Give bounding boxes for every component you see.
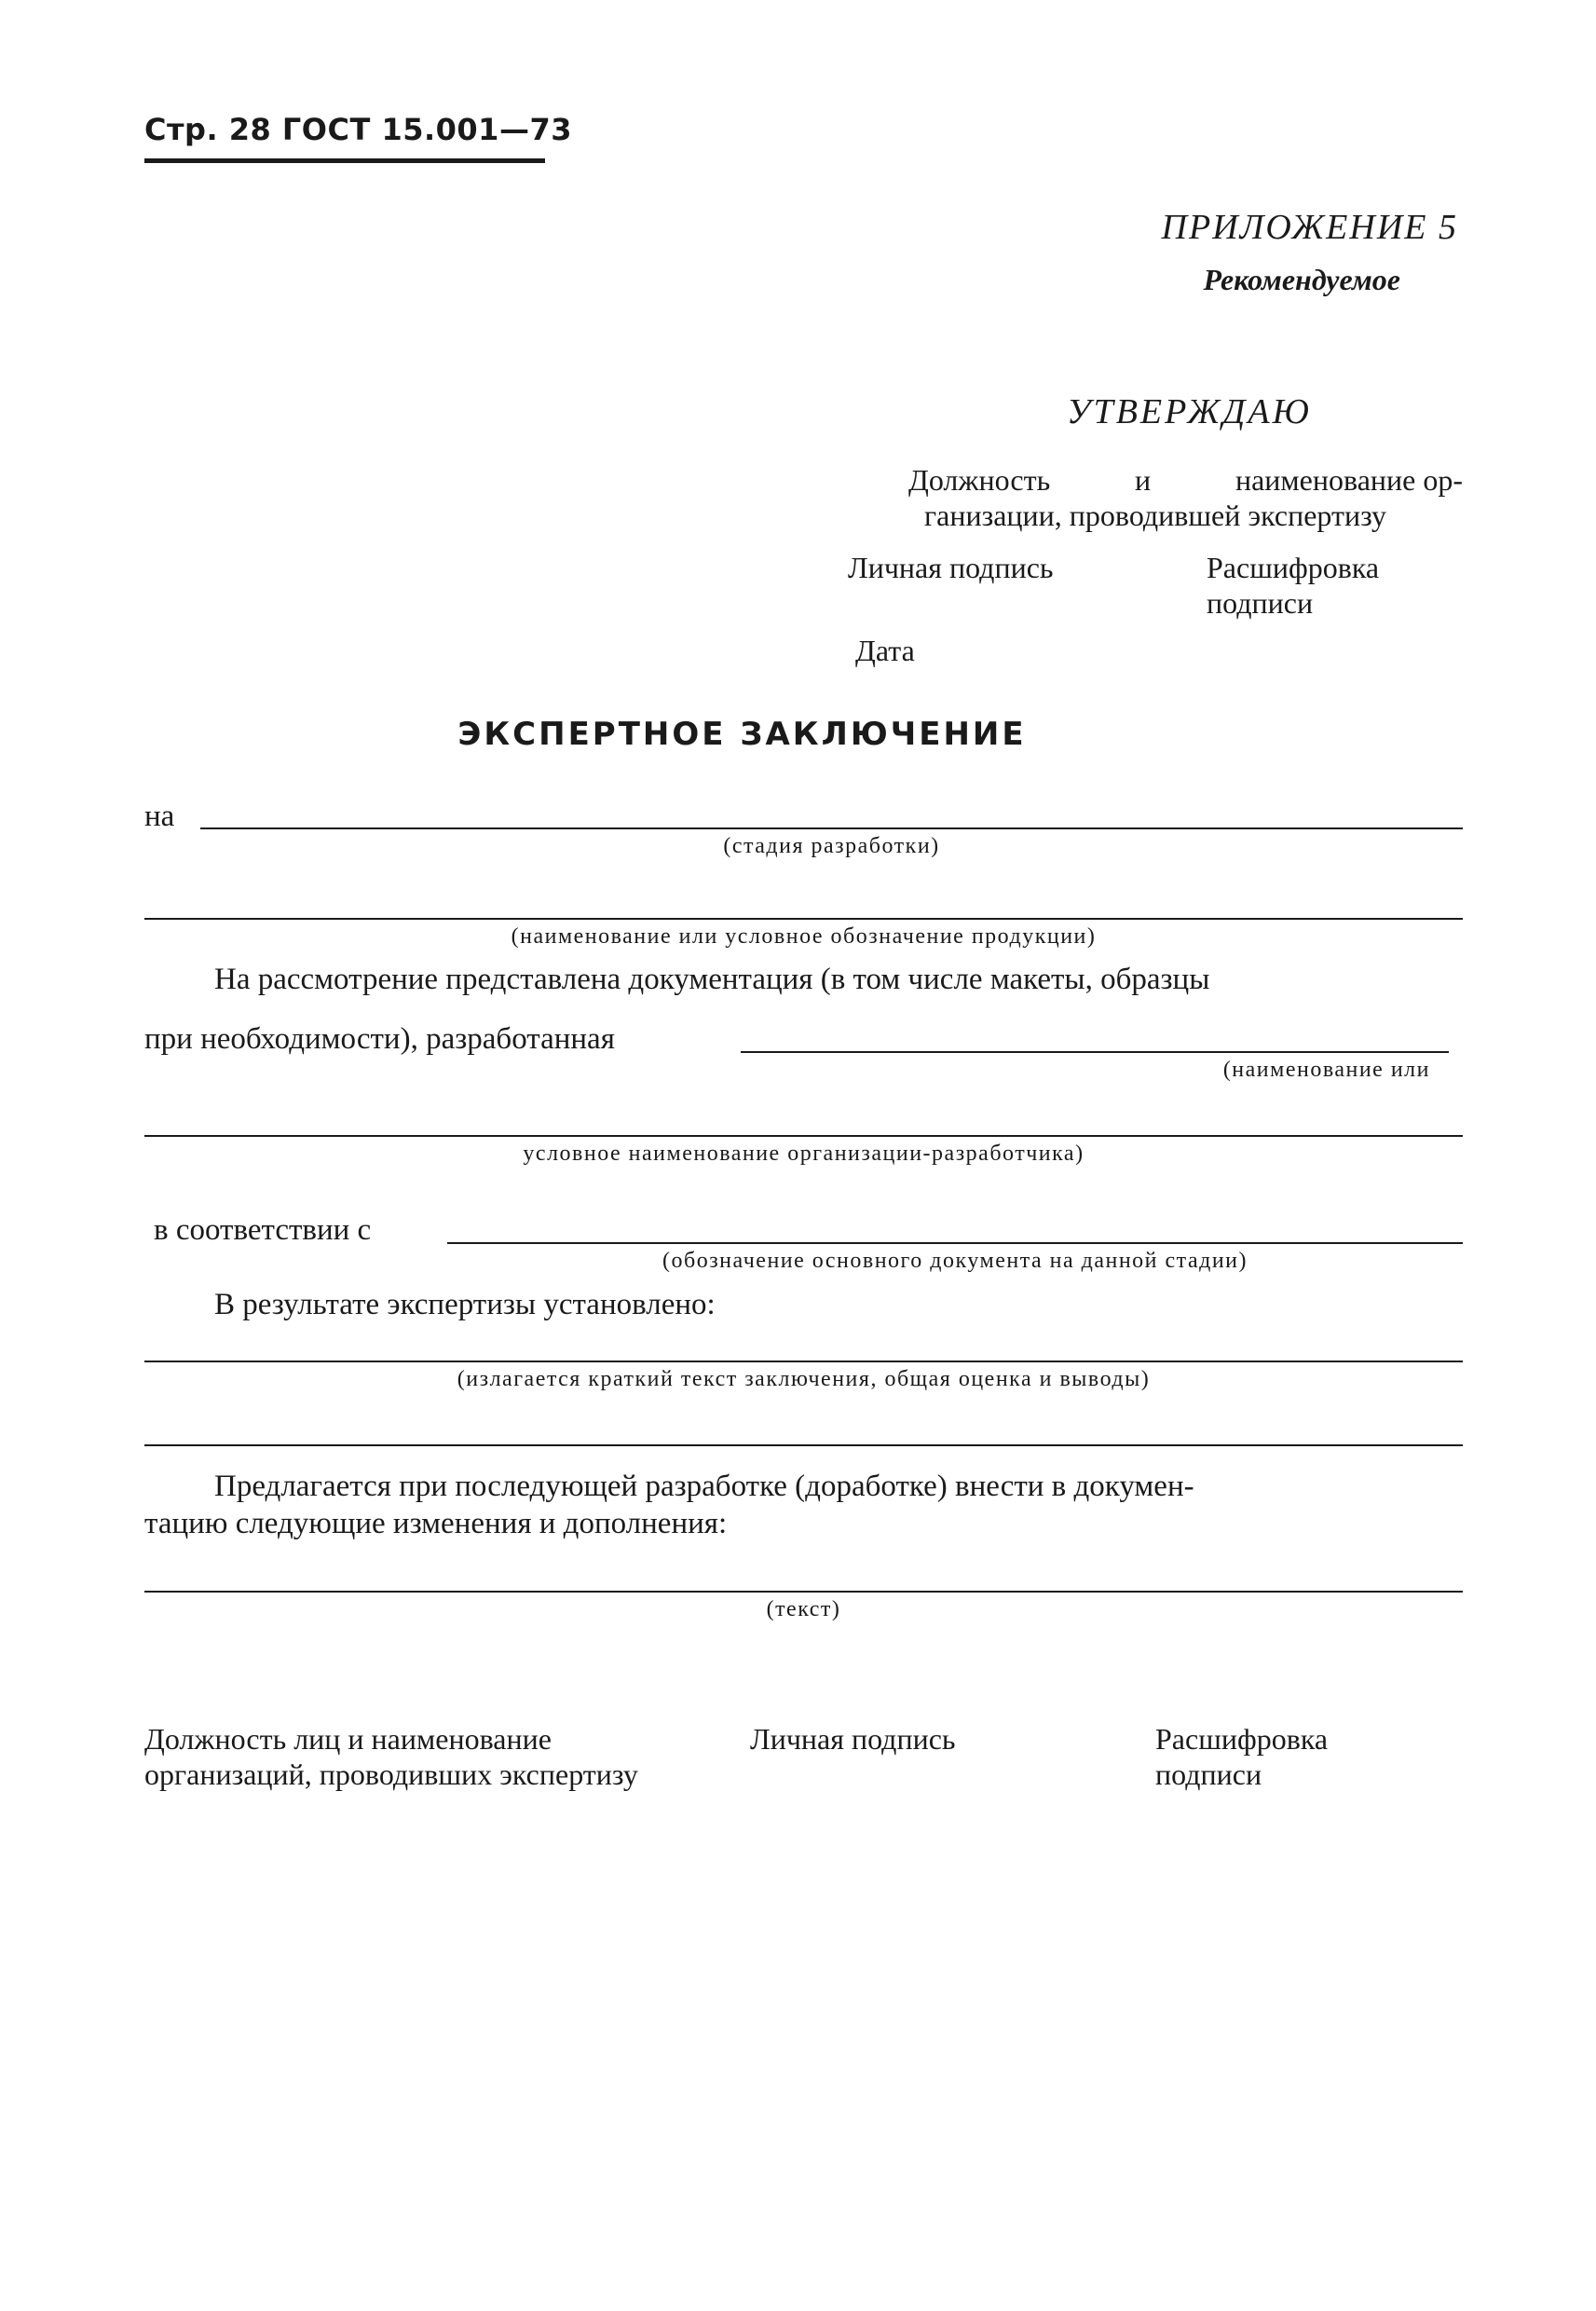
approval-title: УТВЕРЖДАЮ xyxy=(1067,392,1312,431)
footer-signature-label: Личная подпись xyxy=(750,1722,956,1756)
developer-line[interactable] xyxy=(741,1051,1449,1053)
on-prefix: на xyxy=(144,800,175,833)
proposal-line1: Предлагается при последующей разработке (доработке) внести в докумен- xyxy=(214,1470,1194,1503)
appendix-subtitle: Рекомендуемое xyxy=(1203,263,1400,296)
approval-position-line1 xyxy=(908,463,1463,498)
conclusion-line[interactable] xyxy=(144,1361,1463,1362)
page-header: Стр. 28 ГОСТ 15.001—73 xyxy=(144,112,572,147)
product-line[interactable] xyxy=(144,918,1463,920)
accordance-prefix: в соответствии с xyxy=(154,1213,372,1247)
product-caption: (наименование или условное обозначение продукции) xyxy=(511,924,1097,949)
appendix-title: ПРИЛОЖЕНИЕ 5 xyxy=(1161,208,1458,247)
footer-positions-label: Должность лиц и наименование организаций, проводивших экспертизу xyxy=(144,1722,638,1791)
conclusion-caption: (излагается краткий текст заключения, общая оценка и выводы) xyxy=(457,1367,1151,1391)
documentation-line2: при необходимости), разработанная xyxy=(144,1022,615,1056)
proposal-text-caption: (текст) xyxy=(766,1597,841,1621)
footer-decode-label: Расшифровка подписи xyxy=(1155,1722,1329,1791)
proposal-text-line[interactable] xyxy=(144,1591,1463,1593)
documentation-line1: На рассмотрение представлена документация (в том числе макеты, образцы xyxy=(214,963,1210,996)
accordance-line[interactable] xyxy=(447,1242,1463,1244)
stage-line[interactable] xyxy=(200,827,1463,829)
developer-line2[interactable] xyxy=(144,1135,1463,1137)
developer-caption1: (наименование или xyxy=(1222,1058,1430,1082)
approval-date-label: Дата xyxy=(855,634,915,667)
approval-position-word3: наименование ор- xyxy=(1235,463,1463,497)
stage-caption: (стадия разработки) xyxy=(723,834,940,858)
developer-caption2: условное наименование организации-разработчика) xyxy=(523,1142,1084,1166)
conclusion-line2[interactable] xyxy=(144,1444,1463,1446)
approval-signature-label: Личная подпись xyxy=(848,551,1054,584)
document-title: ЭКСПЕРТНОЕ ЗАКЛЮЧЕНИЕ xyxy=(457,716,1027,753)
approval-decode-label: Расшифровка подписи xyxy=(1207,551,1380,620)
approval-position-word2: и xyxy=(1135,463,1152,497)
approval-position-line2: ганизации, проводившей экспертизу xyxy=(924,499,1387,532)
approval-position-word1: Должность xyxy=(908,463,1051,497)
accordance-caption: (обозначение основного документа на данной стадии) xyxy=(662,1249,1248,1273)
header-rule xyxy=(144,158,545,163)
result-label: В результате экспертизы установлено: xyxy=(214,1288,716,1321)
proposal-line2: тацию следующие изменения и дополнения: xyxy=(144,1507,728,1540)
